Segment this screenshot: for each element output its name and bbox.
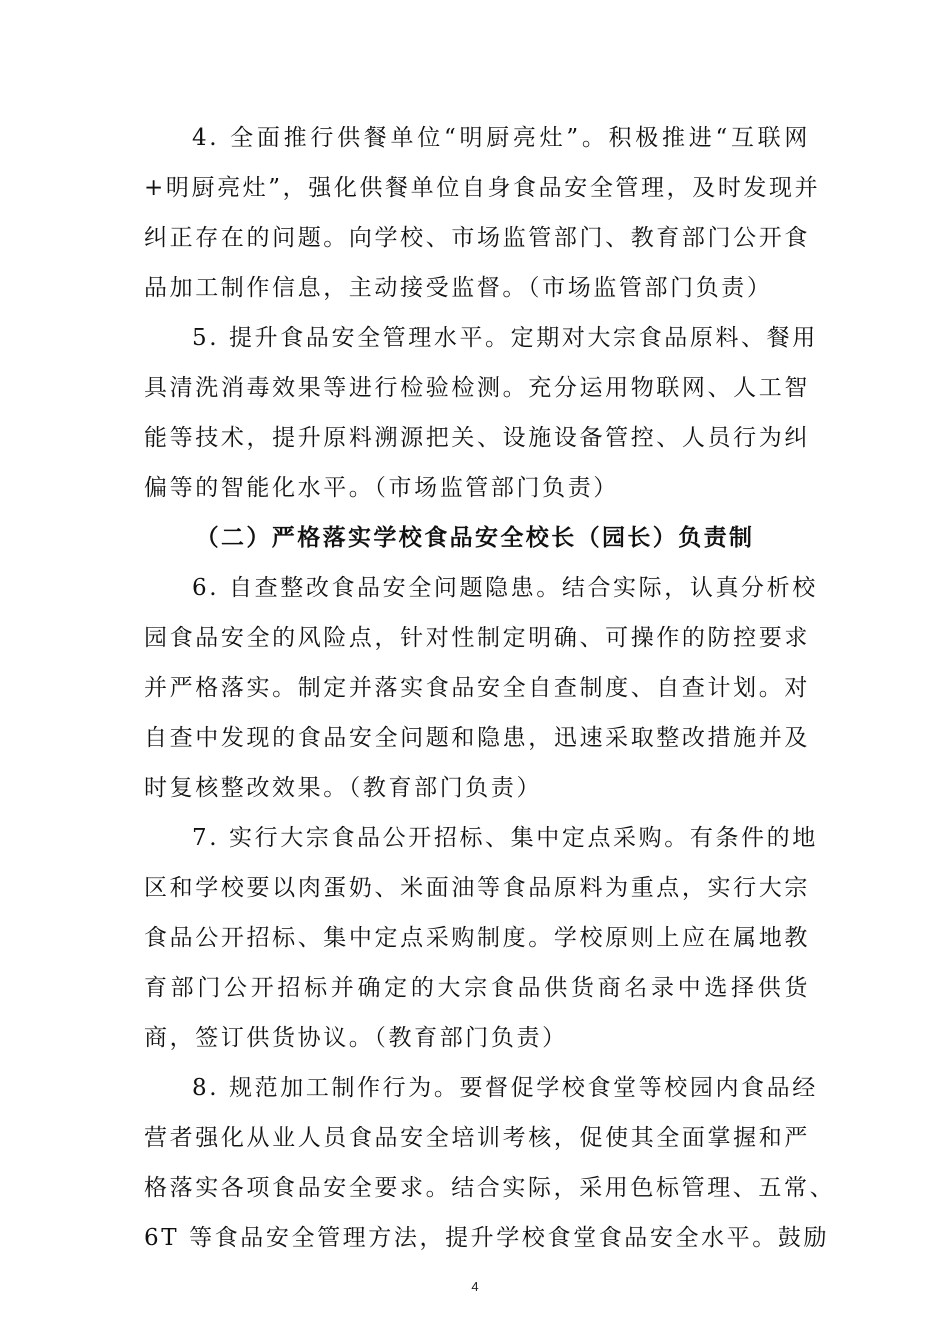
paragraph-7-line-2: 区和学校要以肉蛋奶、米面油等食品原料为重点，实行大宗 bbox=[144, 875, 810, 901]
paragraph-5-line-4: 偏等的智能化水平。（市场监管部门负责） bbox=[144, 475, 619, 501]
paragraph-5-line-1: 5. 提升食品安全管理水平。定期对大宗食品原料、餐用 bbox=[192, 325, 818, 351]
section-heading: （二）严格落实学校食品安全校长（园长）负责制 bbox=[195, 524, 755, 551]
paragraph-8-line-2: 营者强化从业人员食品安全培训考核，促使其全面掌握和严 bbox=[144, 1125, 810, 1151]
paragraph-7-line-5: 商，签订供货协议。（教育部门负责） bbox=[144, 1025, 568, 1051]
paragraph-8-line-1: 8. 规范加工制作行为。要督促学校食堂等校园内食品经 bbox=[192, 1075, 818, 1101]
paragraph-8-line-3: 格落实各项食品安全要求。结合实际，采用色标管理、五常、 bbox=[144, 1175, 836, 1201]
paragraph-4-line-2: +明厨亮灶”，强化供餐单位自身食品安全管理，及时发现并 bbox=[144, 175, 821, 201]
paragraph-5-line-2: 具清洗消毒效果等进行检验检测。充分运用物联网、人工智 bbox=[144, 375, 810, 401]
paragraph-6-line-4: 自查中发现的食品安全问题和隐患，迅速采取整改措施并及 bbox=[144, 725, 810, 751]
paragraph-7-line-3: 食品公开招标、集中定点采购制度。学校原则上应在属地教 bbox=[144, 925, 810, 951]
paragraph-6-line-5: 时复核整改效果。（教育部门负责） bbox=[144, 775, 543, 801]
paragraph-6-line-3: 并严格落实。制定并落实食品安全自查制度、自查计划。对 bbox=[144, 675, 810, 701]
paragraph-5-line-3: 能等技术，提升原料溯源把关、设施设备管控、人员行为纠 bbox=[144, 425, 810, 451]
paragraph-7-line-4: 育部门公开招标并确定的大宗食品供货商名录中选择供货 bbox=[144, 975, 810, 1001]
paragraph-4-line-3: 纠正存在的问题。向学校、市场监管部门、教育部门公开食 bbox=[144, 225, 810, 251]
paragraph-8-line-4: 6T 等食品安全管理方法，提升学校食堂食品安全水平。鼓励 bbox=[144, 1225, 830, 1251]
paragraph-6-line-1: 6. 自查整改食品安全问题隐患。结合实际，认真分析校 bbox=[192, 575, 818, 601]
page-number: 4 bbox=[471, 1279, 479, 1294]
paragraph-4-line-4: 品加工制作信息，主动接受监督。（市场监管部门负责） bbox=[144, 275, 773, 301]
paragraph-6-line-2: 园食品安全的风险点，针对性制定明确、可操作的防控要求 bbox=[144, 625, 810, 651]
paragraph-7-line-1: 7. 实行大宗食品公开招标、集中定点采购。有条件的地 bbox=[192, 825, 818, 851]
paragraph-4-line-1: 4. 全面推行供餐单位“明厨亮灶”。积极推进“互联网 bbox=[192, 125, 810, 151]
